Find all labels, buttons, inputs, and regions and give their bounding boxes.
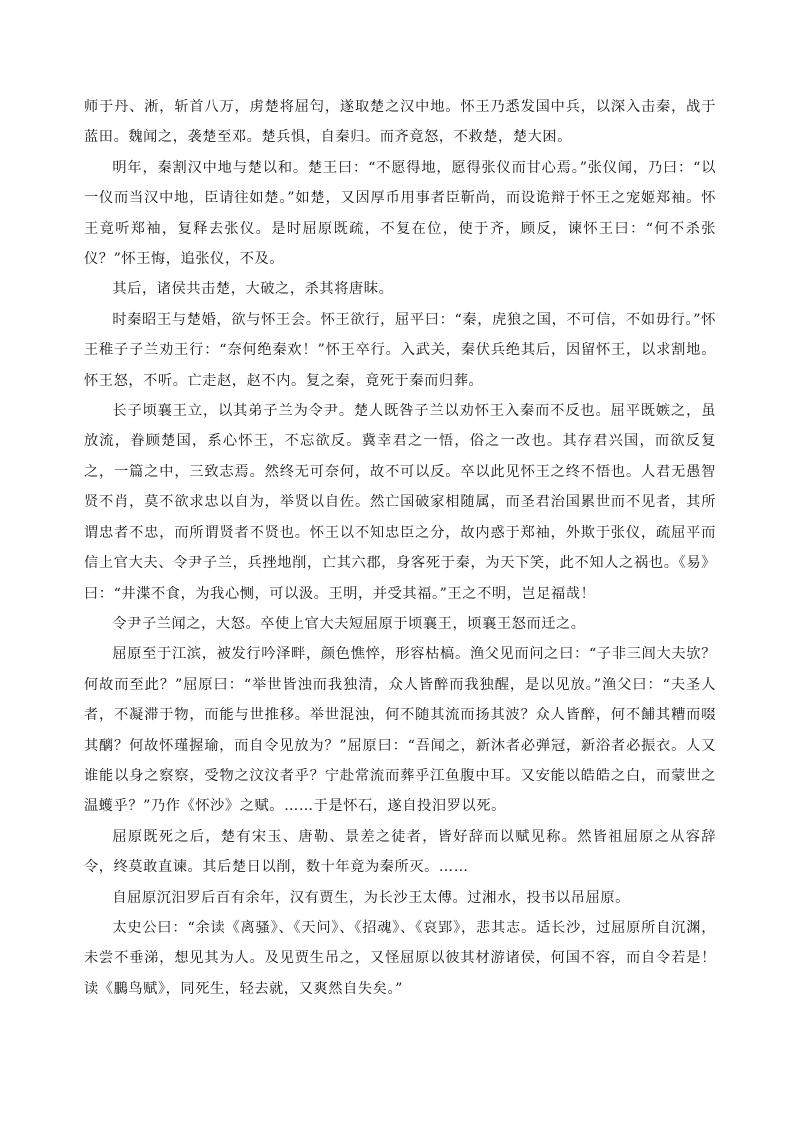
paragraph-6: 令尹子兰闻之，大怒。卒使上官大夫短屈原于顷襄王，顷襄王怒而迁之。 (112, 615, 586, 632)
paragraph-10: 太史公曰：“余读《离骚》、《天问》、《招魂》、《哀郢》，悲其志。适长沙，过屈原所自沉渊，未尝不垂涕，想见其为人。及见贾生吊之，又怪屈原以彼其材游诸侯，何国不容，而自令若是！读《鵩鸟赋》，同死生，轻去就，又爽然自失矣。” (84, 919, 716, 997)
paragraph-4: 时秦昭王与楚婚，欲与怀王会。怀王欲行，屈平曰：“秦，虎狼之国，不可信，不如毋行。”怀王稚子子兰劝王行：“奈何绝秦欢！”怀王卒行。入武关，秦伏兵绝其后，因留怀王，以求割地。怀王怒，不听。亡走赵，赵不内。复之秦，竟死于秦而归葬。 (84, 311, 716, 389)
paragraph-9: 自屈原沉汨罗后百有余年，汉有贾生，为长沙王太傅。过湘水，投书以吊屈原。 (112, 889, 630, 906)
document-page (84, 92, 716, 1004)
paragraph-3: 其后，诸侯共击楚，大破之，杀其将唐眜。 (112, 281, 394, 298)
paragraph-5: 长子顷襄王立，以其弟子兰为令尹。楚人既咎子兰以劝怀王入秦而不反也。屈平既嫉之，虽放流，眷顾楚国，系心怀王，不忘欲反。冀幸君之一悟，俗之一改也。其存君兴国，而欲反复之，一篇之中，三致志焉。然终无可奈何，故不可以反。卒以此见怀王之终不悟也。人君无愚智贤不肖，莫不欲求忠以自为，举贤以自佐。然亡国破家相随属，而圣君治国累世而不见者，其所谓忠者不忠，而所谓贤者不贤也。怀王以不知忠臣之分，故内惑于郑袖，外欺于张仪，疏屈平而信上官大夫、令尹子兰，兵挫地削，亡其六郡，身客死于秦，为天下笑，此不知人之祸也。《易》曰：“井渫不食，为我心恻，可以汲。王明，并受其福。”王之不明，岂足福哉！ (84, 403, 716, 602)
paragraph-8: 屈原既死之后，楚有宋玉、唐勒、景差之徒者，皆好辞而以赋见称。然皆祖屈原之从容辞令，终莫敢直谏。其后楚日以削，数十年竟为秦所灭。…… (84, 828, 716, 876)
paragraph-2: 明年，秦割汉中地与楚以和。楚王曰：“不愿得地，愿得张仪而甘心焉。”张仪闻，乃曰：“以一仪而当汉中地，臣请往如楚。”如楚，又因厚币用事者臣靳尚，而设诡辩于怀王之宠姬郑袖。怀王竟听郑袖，复释去张仪。是时屈原既疏，不复在位，使于齐，顾反，谏怀王曰：“何不杀张仪？”怀王悔，追张仪，不及。 (84, 159, 716, 268)
paragraph-7: 屈原至于江滨，被发行吟泽畔，颜色憔悴，形容枯槁。渔父见而问之曰：“子非三闾大夫欤？何故而至此？”屈原曰：“举世皆浊而我独清，众人皆醉而我独醒，是以见放。”渔父曰：“夫圣人者，不凝滞于物，而能与世推移。举世混浊，何不随其流而扬其波？众人皆醉，何不餔其糟而啜其醨？何故怀瑾握瑜，而自令见放为？”屈原曰：“吾闻之，新沐者必弹冠，新浴者必振衣。人又谁能以身之察察，受物之汶汶者乎？宁赴常流而葬乎江鱼腹中耳。又安能以皓皓之白，而蒙世之温蠖乎？”乃作《怀沙》之赋。……于是怀石，遂自投汨罗以死。 (84, 646, 716, 815)
paragraph-1: 师于丹、淅，斩首八万，虏楚将屈匄，遂取楚之汉中地。怀王乃悉发国中兵，以深入击秦，战于蓝田。魏闻之，袭楚至邓。楚兵惧，自秦归。而齐竟怒，不救楚，楚大困。 (84, 99, 716, 146)
